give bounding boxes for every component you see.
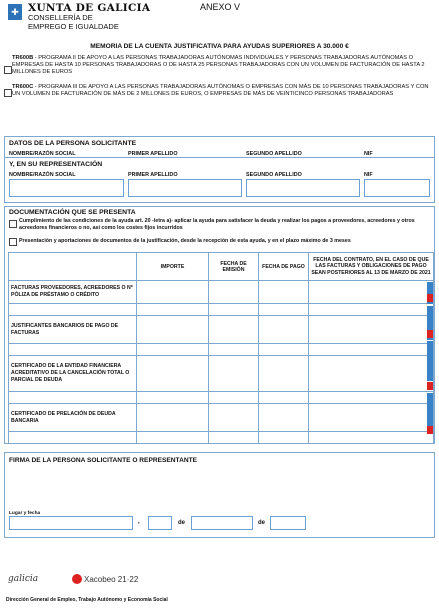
surname1-label: PRIMER APELLIDO (128, 151, 178, 157)
row-label: CERTIFICADO DE PRELACIÓN DE DEUDA BANCARIA (9, 404, 137, 432)
importe-input[interactable] (137, 404, 209, 432)
fecha-contrato-input[interactable] (309, 281, 434, 304)
fecha-emision-input[interactable] (209, 304, 259, 316)
surname1-label: PRIMER APELLIDO (128, 172, 178, 178)
annex-label: ANEXO V (200, 2, 241, 12)
table-header-row (9, 253, 434, 281)
place-date-label: Lugar y fecha (9, 511, 41, 516)
nif-label: NIF (364, 151, 373, 157)
remove-row-button[interactable] (427, 382, 433, 390)
documents-table (8, 252, 434, 444)
nif-label: NIF (364, 172, 373, 178)
fecha-contrato-input[interactable] (309, 316, 434, 344)
section-title: DOCUMENTACIÓN QUE SE PRESENTA (9, 209, 136, 216)
fecha-contrato-input[interactable] (309, 356, 434, 392)
representative-section (4, 157, 435, 203)
day-input[interactable] (148, 516, 172, 530)
fecha-emision-input[interactable] (209, 392, 259, 404)
program-tr600b (12, 55, 432, 77)
xacobeo-logo: Xacobeo 21·22 (84, 575, 139, 584)
table-row (9, 392, 434, 404)
table-row (9, 281, 434, 304)
fecha-emision-input[interactable] (209, 316, 259, 344)
date-de-label: de (258, 520, 266, 526)
month-input[interactable] (191, 516, 253, 530)
surname2-label: SEGUNDO APELLIDO (246, 172, 302, 178)
program-tr600c (12, 84, 432, 98)
importe-input[interactable] (137, 344, 209, 356)
add-row-button[interactable] (427, 341, 433, 381)
col-fecha-emision: FECHA DE EMISIÓN (209, 253, 259, 281)
place-input[interactable] (9, 516, 133, 530)
fecha-pago-input[interactable] (259, 281, 309, 304)
submission-checkbox[interactable] (9, 238, 17, 246)
fecha-pago-input[interactable] (259, 392, 309, 404)
table-row (9, 404, 434, 432)
fecha-emision-input[interactable] (209, 404, 259, 432)
representative-name-input[interactable] (9, 179, 124, 197)
fecha-pago-input[interactable] (259, 304, 309, 316)
table-row (9, 344, 434, 356)
remove-row-button[interactable] (427, 330, 433, 338)
row-label: FACTURAS PROVEEDORES, ACREEDORES O Nº PÓLIZA DE PRÉSTAMO O CRÉDITO (9, 281, 137, 304)
program-text: - PROGRAMA III DE APOYO A LAS PERSONAS TRABAJADORAS AUTÓNOMAS O EMPRESAS CON MÁS DE 10 PERSONAS TRABAJADORAS Y CON UN VOLUMEN DE FACTURACIÓN DE MÁS DE 2 MILLONES DE EUROS, O EMPRESAS DE MÁS DE VEINTICINCO PERSONAS TRABAJADORAS (12, 84, 429, 98)
fecha-emision-input[interactable] (209, 281, 259, 304)
program-tr600c-checkbox[interactable] (4, 89, 12, 97)
footer-text: Dirección General de Empleo, Trabajo Autónomo y Economía Social (6, 597, 168, 603)
importe-input[interactable] (137, 316, 209, 344)
program-code: TR600C (12, 84, 34, 90)
xunta-shield-icon: ✚ (8, 4, 22, 20)
fecha-contrato-input[interactable] (309, 304, 434, 316)
fecha-pago-input[interactable] (259, 404, 309, 432)
representative-surname2-input[interactable] (246, 179, 360, 197)
department-line2: EMPREGO E IGUALDADE (28, 21, 119, 31)
fecha-contrato-input[interactable] (309, 344, 434, 356)
comma-separator: , (138, 519, 140, 525)
table-row (9, 304, 434, 316)
fecha-emision-input[interactable] (209, 432, 259, 444)
fecha-pago-input[interactable] (259, 432, 309, 444)
fecha-pago-input[interactable] (259, 356, 309, 392)
col-importe: IMPORTE (137, 253, 209, 281)
galicia-logo: galicia (8, 574, 39, 584)
importe-input[interactable] (137, 281, 209, 304)
page-title: MEMORIA DE LA CUENTA JUSTIFICATIVA PARA AYUDAS SUPERIORES A 30.000 € (90, 43, 349, 50)
xacobeo-icon (72, 574, 82, 584)
section-title: Y, EN SU REPRESENTACIÓN (9, 161, 103, 168)
table-row (9, 356, 434, 392)
compliance-text: Cumplimiento de las condiciones de la ayuda art. 20 -letra a)- aplicar la ayuda para satisfacer la deuda y realizar los pagos a proveedores, acreedores y otros acreedores financieros o no, así como los costes fijos incurridos (19, 218, 415, 231)
name-label: NOMBRE/RAZÓN SOCIAL (9, 172, 76, 178)
row-label: JUSTIFICANTES BANCARIOS DE PAGO DE FACTURAS (9, 316, 137, 344)
program-text: - PROGRAMA II DE APOYO A LAS PERSONAS TRABAJADORAS AUTÓNOMAS INDIVIDUALES Y PERSONAS TRABAJADORAS AUTÓNOMAS O EMPRESAS DE HASTA 10 PERSONAS TRABAJADORAS O DE HASTA 25 PERSONAS TRABAJADORAS CON UN VOLUMEN DE FACTURACIÓN DE HASTA 2 MILLONES DE EUROS (12, 55, 425, 76)
col-fecha-contrato: FECHA DEL CONTRATO, EN EL CASO DE QUE LAS FACTURAS Y OBLIGACIONES DE PAGO SEAN POSTERIORES AL 13 DE MARZO DE 2021 (309, 253, 434, 281)
name-label: NOMBRE/RAZÓN SOCIAL (9, 151, 76, 157)
program-code: TR600B (12, 55, 34, 61)
year-input[interactable] (270, 516, 306, 530)
col-fecha-pago: FECHA DE PAGO (259, 253, 309, 281)
row-label-cell (9, 253, 137, 281)
surname2-label: SEGUNDO APELLIDO (246, 151, 302, 157)
fecha-contrato-input[interactable] (309, 404, 434, 432)
row-label: CERTIFICADO DE LA ENTIDAD FINANCIERA ACREDITATIVO DE LA CANCELACIÓN TOTAL O PARCIAL DE DEUDA (9, 356, 137, 392)
remove-row-button[interactable] (427, 294, 433, 302)
date-de-label: de (178, 520, 186, 526)
importe-input[interactable] (137, 356, 209, 392)
fecha-pago-input[interactable] (259, 344, 309, 356)
table-row (9, 432, 434, 444)
program-tr600b-checkbox[interactable] (4, 66, 12, 74)
org-name: XUNTA DE GALICIA (28, 2, 151, 14)
importe-input[interactable] (137, 432, 209, 444)
submission-text: Presentación y aportaciones de documentos de la justificación, desde la recepción de esta ayuda, y en el plazo máximo de 3 meses (19, 238, 351, 244)
fecha-emision-input[interactable] (209, 356, 259, 392)
remove-row-button[interactable] (427, 426, 433, 434)
fecha-contrato-input[interactable] (309, 392, 434, 404)
department (28, 14, 119, 31)
section-title: DATOS DE LA PERSONA SOLICITANTE (9, 140, 137, 147)
fecha-emision-input[interactable] (209, 344, 259, 356)
department-line1: CONSELLERÍA DE (28, 13, 93, 22)
representative-nif-input[interactable] (364, 179, 430, 197)
compliance-checkbox[interactable] (9, 220, 17, 228)
importe-input[interactable] (137, 304, 209, 316)
representative-surname1-input[interactable] (128, 179, 242, 197)
section-title: FIRMA DE LA PERSONA SOLICITANTE O REPRESENTANTE (9, 457, 198, 464)
fecha-pago-input[interactable] (259, 316, 309, 344)
table-row (9, 316, 434, 344)
fecha-contrato-input[interactable] (309, 432, 434, 444)
importe-input[interactable] (137, 392, 209, 404)
add-row-button[interactable] (427, 393, 433, 427)
